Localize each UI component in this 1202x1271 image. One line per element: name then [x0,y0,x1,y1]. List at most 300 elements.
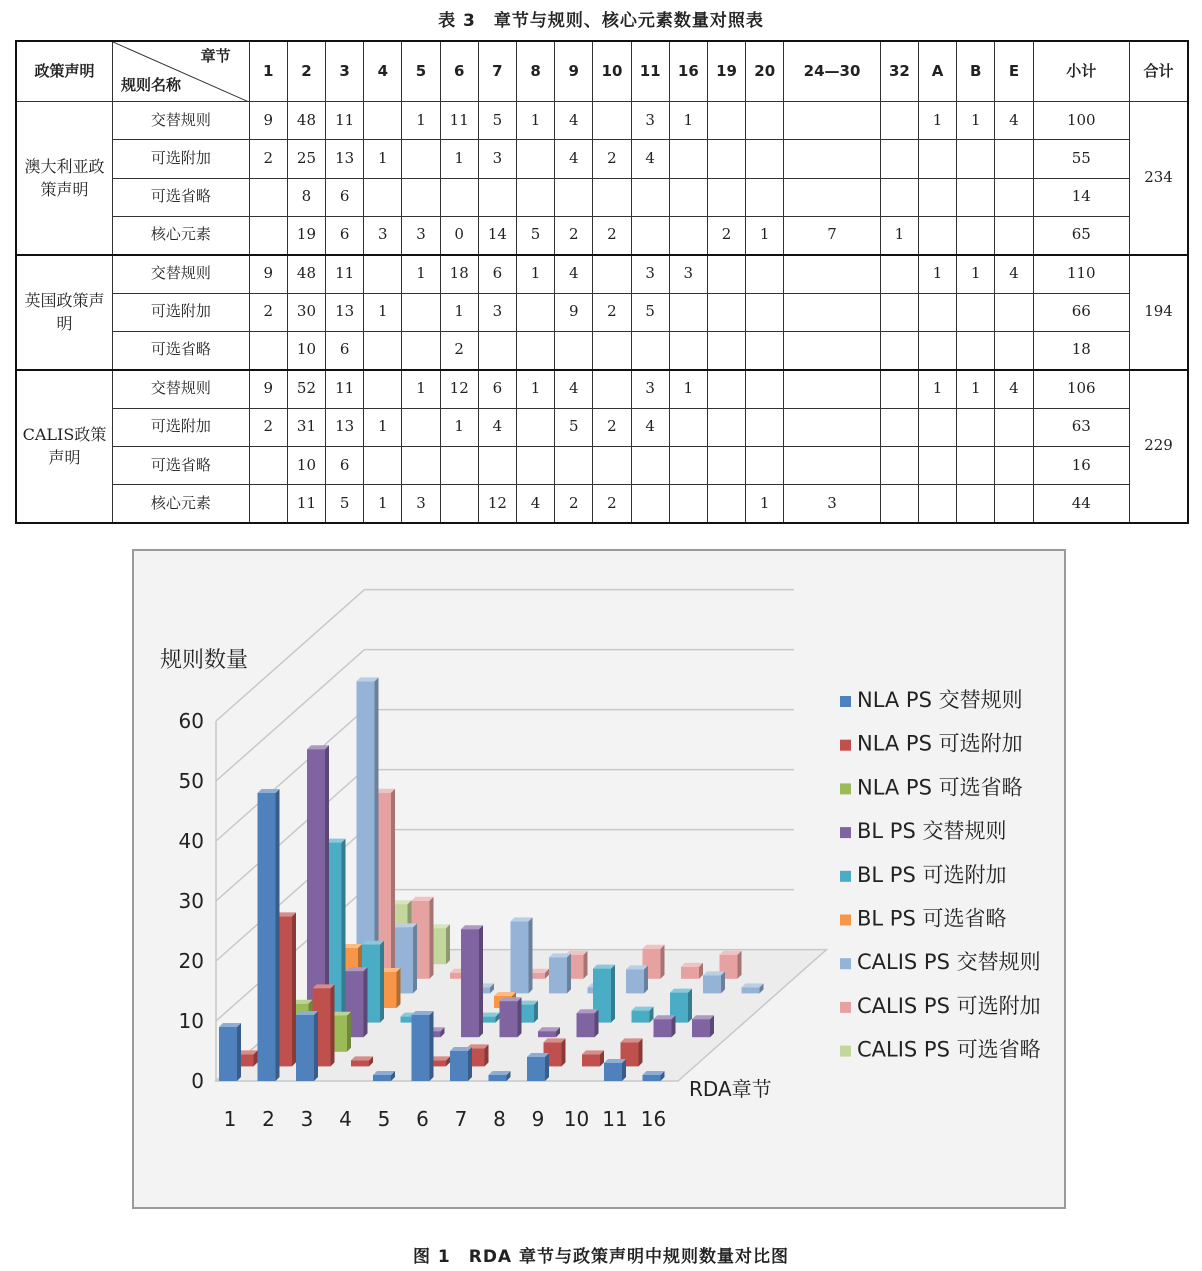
table-row [16,216,1188,254]
table-row [16,140,1188,178]
table-row [16,408,1188,446]
bar-front [258,793,276,1081]
bar-side [347,1012,351,1052]
table-cell [669,293,707,331]
bar [626,965,648,993]
table-cell [478,331,516,369]
table-cell [995,331,1033,369]
table-cell [918,216,956,254]
table-cell: 11 [326,102,364,140]
table-cell [364,370,402,408]
header-col-20: 小计 [1033,41,1129,102]
table-cell: 4 [631,140,669,178]
table-cell [593,331,631,369]
table-cell [995,293,1033,331]
header-col-2: 2 [287,41,325,102]
table-cell [918,293,956,331]
table-cell: 9 [249,255,287,293]
table-cell [880,293,918,331]
rule-name: 交替规则 [112,102,249,140]
table-cell [669,216,707,254]
table-cell [995,178,1033,216]
table-cell: 9 [249,370,287,408]
table-cell: 1 [957,102,995,140]
bar-front [461,929,479,1037]
table-cell [918,446,956,484]
table-cell: 1 [440,408,478,446]
bar-front [511,921,529,993]
table-cell: 3 [402,485,440,523]
table-cell: 4 [631,408,669,446]
table-cell: 19 [287,216,325,254]
table-cell [440,446,478,484]
table-cell [555,446,593,484]
table-cell: 2 [593,216,631,254]
table-cell: 16 [1033,446,1129,484]
bar [351,1056,373,1066]
bar-side [738,951,742,979]
table-cell [516,293,554,331]
table-cell: 2 [249,293,287,331]
table-row [16,446,1188,484]
bar [258,789,280,1081]
rule-name: 核心元素 [112,216,249,254]
header-total: 合计 [1130,41,1188,102]
bar [681,963,703,979]
bar-side [446,924,450,964]
table-cell: 1 [364,140,402,178]
policy-group-name: 澳大利亚政策声明 [16,102,112,255]
table-cell [440,485,478,523]
y-tick-label: 20 [178,949,204,973]
table-cell [555,331,593,369]
table-cell [707,485,745,523]
table-cell [957,140,995,178]
legend-entry: BL PS 交替规则 [857,819,1007,844]
bar [632,1007,654,1023]
y-tick-label: 60 [178,709,204,733]
table-cell [631,485,669,523]
table-cell [784,446,880,484]
table-cell [516,331,554,369]
table-cell [995,140,1033,178]
legend-swatch [840,1046,851,1057]
table-cell [995,446,1033,484]
bar [527,1053,549,1081]
table-cell: 1 [364,293,402,331]
bar [500,997,522,1037]
table-cell: 6 [326,446,364,484]
bar-front [412,1015,430,1081]
table-cell [746,293,784,331]
bar-side [292,912,296,1066]
table-cell [880,370,918,408]
table-cell [707,102,745,140]
table-cell [957,216,995,254]
y-tick-label: 50 [178,769,204,793]
table-cell: 1 [918,370,956,408]
x-tick-label: 8 [493,1107,506,1131]
table-cell: 4 [995,255,1033,293]
table-cell: 3 [631,255,669,293]
table-cell [707,408,745,446]
table-cell: 4 [478,408,516,446]
header-col-9: 9 [555,41,593,102]
table-cell: 3 [478,140,516,178]
bar-side [529,917,533,993]
header-col-16: 32 [880,41,918,102]
legend-entry: NLA PS 交替规则 [857,688,1023,712]
table-cell: 2 [593,485,631,523]
table-cell: 4 [555,140,593,178]
table-cell: 11 [326,255,364,293]
table-cell [516,178,554,216]
rule-name: 可选省略 [112,331,249,369]
legend-entry: CALIS PS 交替规则 [857,950,1041,975]
table-cell: 9 [555,293,593,331]
table-cell [880,331,918,369]
header-col-7: 7 [478,41,516,102]
table-cell: 5 [478,102,516,140]
table-cell [918,485,956,523]
bar-front [604,1063,622,1081]
bar-front [692,1019,710,1037]
table-cell: 52 [287,370,325,408]
table-cell: 6 [326,331,364,369]
table-cell: 4 [995,102,1033,140]
table-cell: 14 [1033,178,1129,216]
header-col-3: 3 [326,41,364,102]
group-total: 229 [1130,370,1188,523]
table-cell: 13 [326,408,364,446]
table-cell [957,446,995,484]
table-row [16,178,1188,216]
table-cell [880,446,918,484]
table-cell [249,331,287,369]
table-cell [402,446,440,484]
bar [219,1023,241,1081]
table-cell: 65 [1033,216,1129,254]
table-cell [746,178,784,216]
table-cell: 2 [593,293,631,331]
table-cell: 2 [707,216,745,254]
bar-side [430,897,434,979]
table-cell [669,140,707,178]
bar-front [632,1011,650,1023]
table-caption: 表 3 章节与规则、核心元素数量对照表 [438,11,764,31]
table-cell: 6 [326,216,364,254]
header-diagonal-cell [112,41,249,102]
bar-front [527,1057,545,1081]
bar-front [626,969,644,993]
table-cell: 25 [287,140,325,178]
bar-side [468,1047,472,1081]
table-cell [918,331,956,369]
chart-frame [132,549,1066,1209]
table-cell: 0 [440,216,478,254]
table-cell [669,331,707,369]
table-cell: 2 [440,331,478,369]
table-cell: 44 [1033,485,1129,523]
x-tick-label: 3 [300,1107,314,1131]
table-cell [707,293,745,331]
header-col-10: 10 [593,41,631,102]
bar-side [237,1023,241,1081]
table-cell: 5 [631,293,669,331]
table-cell: 48 [287,102,325,140]
table-cell: 9 [249,102,287,140]
table-cell: 1 [440,293,478,331]
table-cell [784,370,880,408]
header-col-4: 4 [364,41,402,102]
bar-side [584,951,588,979]
table-cell [784,408,880,446]
legend [840,688,1041,1062]
table-cell [995,485,1033,523]
table-cell: 110 [1033,255,1129,293]
legend-swatch [840,696,851,707]
header-col-19: E [995,41,1033,102]
table-row [16,370,1188,408]
legend-swatch [840,740,851,751]
table-cell: 18 [1033,331,1129,369]
x-tick-label: 16 [640,1107,667,1131]
table-cell [555,178,593,216]
bar-side [391,789,395,979]
table-cell [784,102,880,140]
table-cell [995,408,1033,446]
bar [643,1071,665,1081]
table-cell [784,331,880,369]
legend-swatch [840,958,851,969]
table-cell [880,178,918,216]
bar-front [643,1075,661,1081]
table-cell [707,255,745,293]
table-row [16,293,1188,331]
table-cell [478,446,516,484]
table-cell: 66 [1033,293,1129,331]
table-cell: 3 [402,216,440,254]
bar [450,1047,472,1081]
y-tick-label: 30 [178,889,204,913]
table-cell [631,331,669,369]
bar [489,1071,511,1081]
legend-entry: CALIS PS 可选省略 [857,1037,1041,1062]
bar-side [413,923,417,993]
y-tick-label: 0 [191,1069,204,1093]
table-cell: 1 [440,140,478,178]
table-cell [631,446,669,484]
table-cell: 55 [1033,140,1129,178]
table-cell: 1 [918,102,956,140]
table-cell [402,331,440,369]
table-cell: 106 [1033,370,1129,408]
table-cell [784,178,880,216]
bar [461,925,483,1037]
bar [511,917,533,993]
header-col-15: 24—30 [784,41,880,102]
table-cell: 2 [555,216,593,254]
bar-side [380,941,384,1023]
bar [582,1050,604,1066]
grid-diagonal [216,710,365,841]
table-cell: 1 [669,102,707,140]
table-cell [957,331,995,369]
legend-entry: BL PS 可选省略 [857,906,1007,931]
bar-side [276,789,280,1081]
legend-swatch [840,783,851,794]
table-cell [593,446,631,484]
table-cell [478,178,516,216]
bar-side [331,984,335,1066]
y-axis-label: 规则数量 [160,648,249,673]
header-col-5: 5 [402,41,440,102]
legend-entry: BL PS 可选附加 [857,862,1007,887]
y-tick-label: 40 [178,829,204,853]
bar-side [430,1011,434,1081]
bar-side [595,1009,599,1037]
x-axis-label: RDA章节 [689,1077,772,1101]
table-cell: 12 [478,485,516,523]
x-tick-label: 1 [223,1107,237,1131]
rule-name: 交替规则 [112,370,249,408]
x-tick-label: 11 [602,1107,628,1131]
table-cell: 2 [593,408,631,446]
table-row [16,485,1188,523]
legend-swatch [840,915,851,926]
rule-name: 可选附加 [112,140,249,178]
bar-front [538,1031,556,1037]
table-cell: 3 [364,216,402,254]
table-cell [249,446,287,484]
policy-group-name: 英国政策声明 [16,255,112,370]
rule-name: 交替规则 [112,255,249,293]
bar-side [639,1038,643,1066]
table-cell: 31 [287,408,325,446]
table-cell: 6 [478,255,516,293]
table-cell: 30 [287,293,325,331]
bar-front [296,1015,314,1081]
header-col-8: 8 [516,41,554,102]
table-cell [364,102,402,140]
rule-name: 可选附加 [112,293,249,331]
bar-side [562,1038,566,1066]
table-cell [784,255,880,293]
bar-side [364,967,368,1037]
table-cell: 18 [440,255,478,293]
table-cell: 1 [918,255,956,293]
bar-front [450,1051,468,1081]
table-cell: 1 [402,255,440,293]
bar-side [397,968,401,1008]
table-cell: 13 [326,293,364,331]
bar-side [314,1011,318,1081]
rule-name: 可选省略 [112,446,249,484]
table-cell [707,370,745,408]
bar [373,1071,395,1081]
table-cell: 100 [1033,102,1129,140]
table-cell [707,140,745,178]
bar-side [611,965,615,1023]
table-cell: 10 [287,331,325,369]
table-cell: 4 [995,370,1033,408]
bar [538,1027,560,1037]
table-cell: 1 [402,370,440,408]
table-cell [995,216,1033,254]
bar-front [549,957,567,993]
header-col-6: 6 [440,41,478,102]
bar-side [479,925,483,1037]
legend-entry: NLA PS 可选附加 [857,731,1023,756]
table-cell: 2 [555,485,593,523]
table-cell [880,140,918,178]
table-header-row [16,41,1188,102]
x-tick-label: 9 [531,1107,545,1131]
table-cell: 4 [555,102,593,140]
table-cell [402,293,440,331]
group-total: 194 [1130,255,1188,370]
table-cell: 1 [516,102,554,140]
bar-front [703,975,721,993]
bar [654,1015,676,1037]
table-cell: 4 [516,485,554,523]
table-cell [880,485,918,523]
table-cell [593,178,631,216]
bar-front [654,1019,672,1037]
rules-table [15,40,1189,524]
table-cell [516,446,554,484]
header-col-1: 1 [249,41,287,102]
table-cell: 48 [287,255,325,293]
header-col-18: B [957,41,995,102]
table-cell [746,446,784,484]
rule-name: 可选附加 [112,408,249,446]
table-cell: 3 [478,293,516,331]
table-cell [364,331,402,369]
table-cell [746,370,784,408]
table-cell: 2 [249,408,287,446]
table-cell: 1 [746,485,784,523]
table-cell [402,140,440,178]
x-tick-label: 6 [416,1107,429,1131]
bar-front [500,1001,518,1037]
bar-side [518,997,522,1037]
legend-swatch [840,827,851,838]
table-cell [593,370,631,408]
group-total: 234 [1130,102,1188,255]
rule-name: 可选省略 [112,178,249,216]
table-cell [249,178,287,216]
table-cell [669,446,707,484]
x-tick-label: 2 [262,1107,275,1131]
table-cell: 1 [402,102,440,140]
y-tick-label: 10 [178,1009,204,1033]
header-col-17: A [918,41,956,102]
table-cell: 3 [669,255,707,293]
bar-front [219,1027,237,1081]
table-cell: 4 [555,370,593,408]
header-col-13: 19 [707,41,745,102]
table-cell: 1 [516,370,554,408]
bar-side [545,1053,549,1081]
table-cell [957,293,995,331]
table-cell: 12 [440,370,478,408]
table-cell [593,255,631,293]
table-cell [669,485,707,523]
policy-group-name: CALIS政策声明 [16,370,112,523]
table-cell [880,255,918,293]
x-tick-label: 5 [377,1107,391,1131]
